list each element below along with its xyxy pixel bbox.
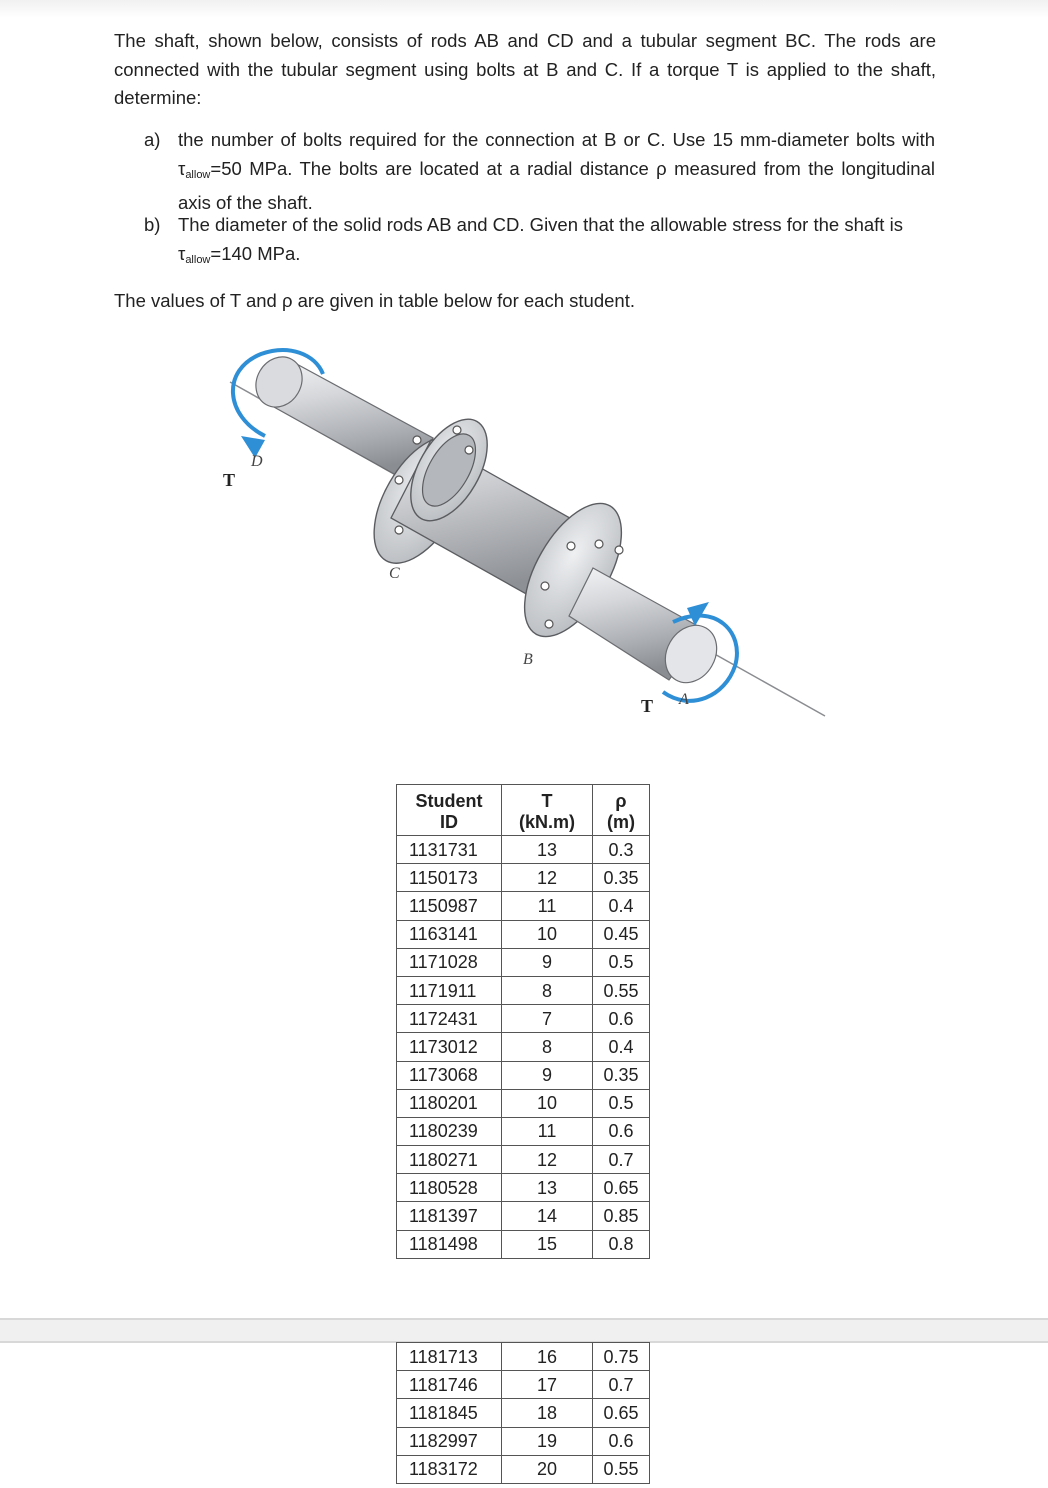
table-row xyxy=(397,1146,650,1174)
student-values-table-continued xyxy=(396,1342,650,1484)
label-b: B xyxy=(523,651,533,668)
cell-torque: 11 xyxy=(502,1117,593,1145)
cell-rho: 0.7 xyxy=(593,1146,650,1174)
table-header-row xyxy=(397,785,650,836)
table-row xyxy=(397,1117,650,1145)
header-student-id: Student ID xyxy=(397,785,502,836)
cell-student-id: 1181498 xyxy=(397,1230,502,1258)
table-row xyxy=(397,1230,650,1258)
table-row xyxy=(397,864,650,892)
table-row xyxy=(397,920,650,948)
cell-student-id: 1173012 xyxy=(397,1033,502,1061)
cell-student-id: 1171028 xyxy=(397,948,502,976)
bolt-hole xyxy=(453,426,461,434)
bolt-hole xyxy=(615,546,623,554)
cell-torque: 20 xyxy=(502,1455,593,1483)
table-row xyxy=(397,1455,650,1483)
part-a-text-1: the number of bolts required for the connection at B or C. Use 15 mm-diameter bolts with xyxy=(178,129,935,150)
cell-student-id: 1182997 xyxy=(397,1427,502,1455)
cell-rho: 0.65 xyxy=(593,1399,650,1427)
cell-student-id: 1180528 xyxy=(397,1174,502,1202)
cell-torque: 16 xyxy=(502,1343,593,1371)
cell-rho: 0.4 xyxy=(593,1033,650,1061)
cell-student-id: 1150173 xyxy=(397,864,502,892)
cell-student-id: 1181713 xyxy=(397,1343,502,1371)
part-b-text-2: =140 MPa. xyxy=(210,242,301,264)
part-a-text-2: =50 MPa. The bolts are located at a radial distance ρ measured from the longitudinal axis of the shaft. xyxy=(178,157,935,213)
cell-rho: 0.6 xyxy=(593,1005,650,1033)
table-row xyxy=(397,1343,650,1371)
page-break-line-top xyxy=(0,1318,1048,1320)
label-t-right: T xyxy=(641,696,654,716)
table-row xyxy=(397,892,650,920)
part-b xyxy=(144,211,935,274)
cell-rho: 0.85 xyxy=(593,1202,650,1230)
cell-rho: 0.4 xyxy=(593,892,650,920)
cell-torque: 19 xyxy=(502,1427,593,1455)
cell-torque: 11 xyxy=(502,892,593,920)
bolt-hole xyxy=(465,446,473,454)
cell-rho: 0.5 xyxy=(593,948,650,976)
cell-student-id: 1173068 xyxy=(397,1061,502,1089)
cell-rho: 0.3 xyxy=(593,836,650,864)
cell-torque: 13 xyxy=(502,836,593,864)
table-row xyxy=(397,1427,650,1455)
cell-rho: 0.8 xyxy=(593,1230,650,1258)
cell-torque: 13 xyxy=(502,1174,593,1202)
cell-rho: 0.35 xyxy=(593,864,650,892)
cell-torque: 9 xyxy=(502,1061,593,1089)
top-edge xyxy=(0,0,1048,18)
cell-student-id: 1131731 xyxy=(397,836,502,864)
cell-rho: 0.35 xyxy=(593,1061,650,1089)
cell-rho: 0.55 xyxy=(593,976,650,1004)
label-c: C xyxy=(389,565,400,582)
bolt-hole xyxy=(545,620,553,628)
cell-student-id: 1180271 xyxy=(397,1146,502,1174)
cell-student-id: 1183172 xyxy=(397,1455,502,1483)
allow-subscript: allow xyxy=(185,253,211,266)
cell-rho: 0.45 xyxy=(593,920,650,948)
table-row xyxy=(397,1371,650,1399)
label-a: A xyxy=(679,691,689,708)
cell-student-id: 1172431 xyxy=(397,1005,502,1033)
cell-torque: 7 xyxy=(502,1005,593,1033)
cell-student-id: 1181845 xyxy=(397,1399,502,1427)
cell-rho: 0.7 xyxy=(593,1371,650,1399)
cell-torque: 18 xyxy=(502,1399,593,1427)
table-row xyxy=(397,1089,650,1117)
cell-student-id: 1163141 xyxy=(397,920,502,948)
cell-student-id: 1171911 xyxy=(397,976,502,1004)
label-d: D xyxy=(251,453,263,470)
cell-student-id: 1181397 xyxy=(397,1202,502,1230)
table-row xyxy=(397,1174,650,1202)
cell-rho: 0.55 xyxy=(593,1455,650,1483)
part-b-marker: b) xyxy=(144,214,161,235)
label-t-left: T xyxy=(223,470,236,490)
bolt-hole xyxy=(567,542,575,550)
bolt-hole xyxy=(541,582,549,590)
shaft-figure xyxy=(205,340,845,740)
cell-torque: 14 xyxy=(502,1202,593,1230)
cell-student-id: 1180239 xyxy=(397,1117,502,1145)
cell-torque: 12 xyxy=(502,864,593,892)
cell-student-id: 1180201 xyxy=(397,1089,502,1117)
bolt-hole xyxy=(395,476,403,484)
cell-rho: 0.65 xyxy=(593,1174,650,1202)
table-row xyxy=(397,976,650,1004)
tau-symbol: τ xyxy=(178,157,186,179)
cell-torque: 8 xyxy=(502,1033,593,1061)
cell-torque: 17 xyxy=(502,1371,593,1399)
cell-torque: 15 xyxy=(502,1230,593,1258)
problem-intro: The shaft, shown below, consists of rods AB and CD and a tubular segment BC. The rods are connected with the tubular segment using bolts at B and C. If a torque T is applied to the shaft, determine: xyxy=(114,30,936,108)
table-row xyxy=(397,1033,650,1061)
part-b-text-1: The diameter of the solid rods AB and CD. Given that the allowable stress for the shaft is xyxy=(178,214,903,235)
cell-rho: 0.5 xyxy=(593,1089,650,1117)
part-a xyxy=(144,126,935,218)
table-row xyxy=(397,1061,650,1089)
cell-student-id: 1150987 xyxy=(397,892,502,920)
cell-torque: 9 xyxy=(502,948,593,976)
table-row xyxy=(397,948,650,976)
table-row xyxy=(397,1399,650,1427)
table-row xyxy=(397,1202,650,1230)
table-row xyxy=(397,836,650,864)
bolt-hole xyxy=(395,526,403,534)
rod-ab xyxy=(569,568,727,692)
student-values-table xyxy=(396,784,650,1259)
cell-torque: 12 xyxy=(502,1146,593,1174)
cell-rho: 0.6 xyxy=(593,1117,650,1145)
page-break xyxy=(0,1318,1048,1342)
cell-torque: 10 xyxy=(502,920,593,948)
allow-subscript: allow xyxy=(185,168,211,181)
header-torque: T (kN.m) xyxy=(502,785,593,836)
cell-torque: 8 xyxy=(502,976,593,1004)
cell-rho: 0.75 xyxy=(593,1343,650,1371)
bolt-hole xyxy=(595,540,603,548)
cell-student-id: 1181746 xyxy=(397,1371,502,1399)
cell-torque: 10 xyxy=(502,1089,593,1117)
header-rho: ρ (m) xyxy=(593,785,650,836)
table-row xyxy=(397,1005,650,1033)
part-a-marker: a) xyxy=(144,129,161,150)
bolt-hole xyxy=(413,436,421,444)
tau-symbol: τ xyxy=(178,242,186,264)
cell-rho: 0.6 xyxy=(593,1427,650,1455)
values-statement: The values of T and ρ are given in table below for each student. xyxy=(114,290,635,311)
